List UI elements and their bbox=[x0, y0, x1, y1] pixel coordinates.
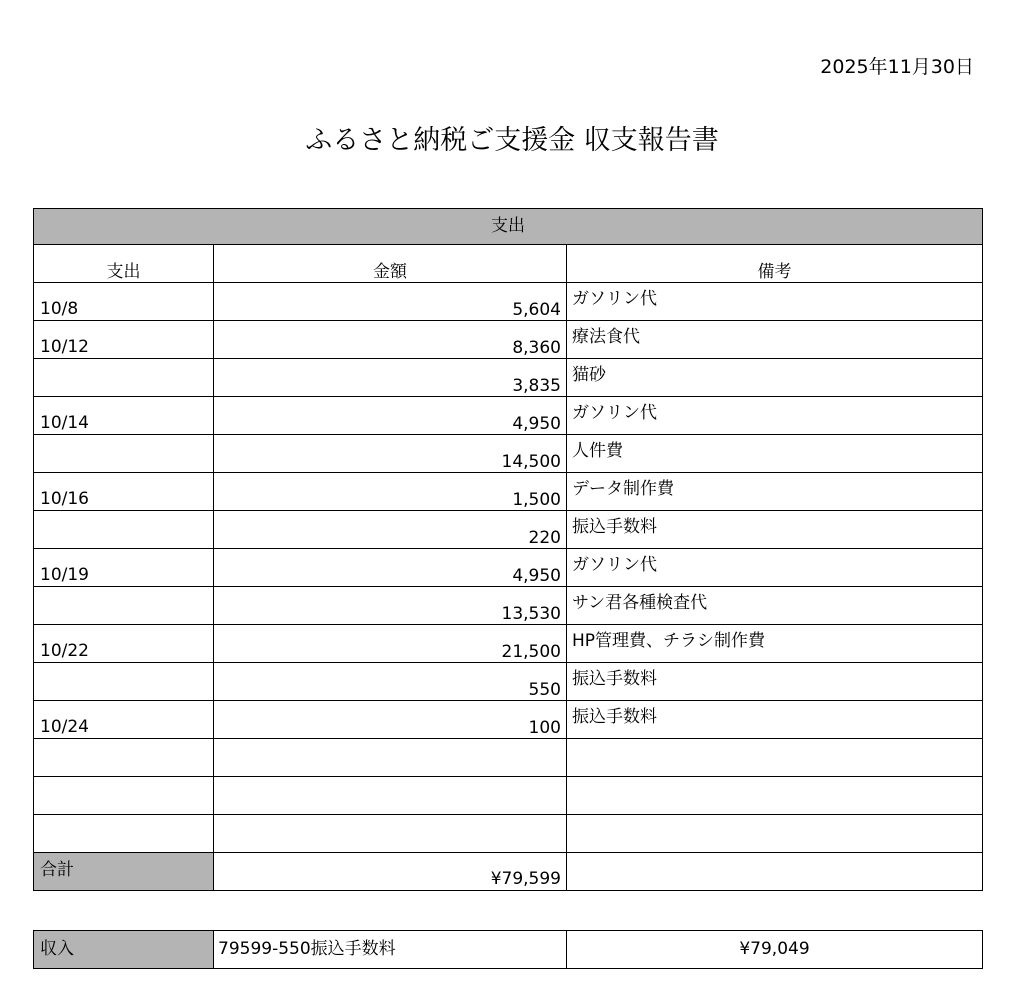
header-note: 備考 bbox=[567, 245, 983, 283]
income-amount: ¥79,049 bbox=[567, 931, 983, 969]
report-date: 2025年11月30日 bbox=[820, 56, 974, 78]
row-note: サン君各種検査代 bbox=[567, 587, 983, 625]
expense-section-row bbox=[34, 209, 983, 245]
expense-header-row bbox=[34, 245, 983, 283]
row-date bbox=[34, 739, 214, 777]
row-amount: 1,500 bbox=[214, 473, 567, 511]
row-note: 振込手数料 bbox=[567, 701, 983, 739]
row-amount: 21,500 bbox=[214, 625, 567, 663]
total-label: 合計 bbox=[34, 853, 214, 891]
income-table bbox=[33, 930, 983, 969]
row-date bbox=[34, 587, 214, 625]
row-amount bbox=[214, 739, 567, 777]
table-row bbox=[34, 283, 983, 321]
row-note: 猫砂 bbox=[567, 359, 983, 397]
row-date bbox=[34, 435, 214, 473]
row-amount: 220 bbox=[214, 511, 567, 549]
row-amount: 8,360 bbox=[214, 321, 567, 359]
header-date: 支出 bbox=[34, 245, 214, 283]
table-row bbox=[34, 321, 983, 359]
row-date: 10/24 bbox=[34, 701, 214, 739]
row-date: 10/12 bbox=[34, 321, 214, 359]
expense-section-title: 支出 bbox=[34, 209, 983, 245]
row-date: 10/19 bbox=[34, 549, 214, 587]
row-note: HP管理費、チラシ制作費 bbox=[567, 625, 983, 663]
row-note: ガソリン代 bbox=[567, 283, 983, 321]
row-amount: 13,530 bbox=[214, 587, 567, 625]
table-row bbox=[34, 587, 983, 625]
header-amount: 金額 bbox=[214, 245, 567, 283]
row-note bbox=[567, 739, 983, 777]
row-note: 振込手数料 bbox=[567, 663, 983, 701]
row-amount: 14,500 bbox=[214, 435, 567, 473]
income-description: 79599-550振込手数料 bbox=[214, 931, 567, 969]
row-note: 療法食代 bbox=[567, 321, 983, 359]
row-date: 10/14 bbox=[34, 397, 214, 435]
table-row bbox=[34, 701, 983, 739]
table-row bbox=[34, 435, 983, 473]
row-amount: 100 bbox=[214, 701, 567, 739]
row-date: 10/16 bbox=[34, 473, 214, 511]
table-row bbox=[34, 777, 983, 815]
row-date bbox=[34, 815, 214, 853]
row-note: 人件費 bbox=[567, 435, 983, 473]
total-note bbox=[567, 853, 983, 891]
row-date bbox=[34, 511, 214, 549]
row-amount: 550 bbox=[214, 663, 567, 701]
income-row bbox=[34, 931, 983, 969]
row-date: 10/22 bbox=[34, 625, 214, 663]
row-date bbox=[34, 777, 214, 815]
table-row bbox=[34, 663, 983, 701]
table-row bbox=[34, 397, 983, 435]
report-title: ふるさと納税ご支援金 収支報告書 bbox=[305, 125, 719, 156]
row-amount bbox=[214, 815, 567, 853]
row-amount: 3,835 bbox=[214, 359, 567, 397]
row-note bbox=[567, 777, 983, 815]
row-note: 振込手数料 bbox=[567, 511, 983, 549]
table-row bbox=[34, 473, 983, 511]
row-date bbox=[34, 359, 214, 397]
table-row bbox=[34, 815, 983, 853]
expense-total-row bbox=[34, 853, 983, 891]
table-row bbox=[34, 359, 983, 397]
total-amount: ¥79,599 bbox=[214, 853, 567, 891]
row-amount: 5,604 bbox=[214, 283, 567, 321]
table-row bbox=[34, 739, 983, 777]
row-amount: 4,950 bbox=[214, 397, 567, 435]
expense-table bbox=[33, 208, 983, 891]
row-note bbox=[567, 815, 983, 853]
row-note: ガソリン代 bbox=[567, 397, 983, 435]
table-row bbox=[34, 625, 983, 663]
row-amount: 4,950 bbox=[214, 549, 567, 587]
row-date: 10/8 bbox=[34, 283, 214, 321]
row-note: データ制作費 bbox=[567, 473, 983, 511]
table-row bbox=[34, 549, 983, 587]
row-note: ガソリン代 bbox=[567, 549, 983, 587]
row-date bbox=[34, 663, 214, 701]
table-row bbox=[34, 511, 983, 549]
income-label: 収入 bbox=[34, 931, 214, 969]
row-amount bbox=[214, 777, 567, 815]
